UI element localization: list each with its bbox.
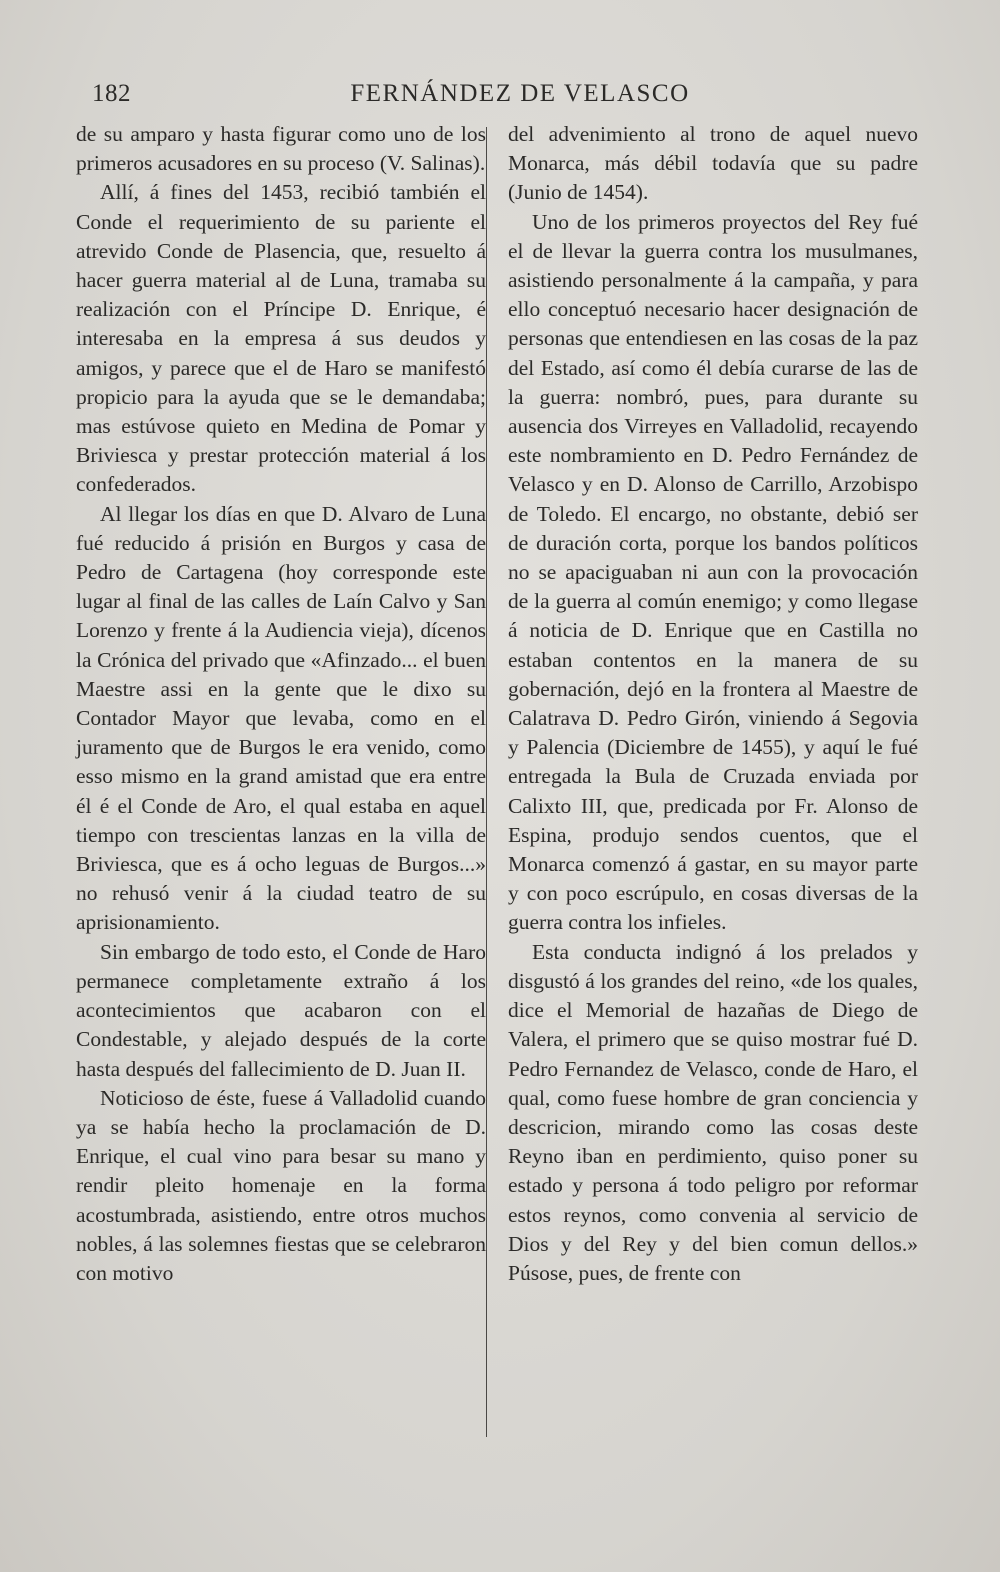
paragraph: Al llegar los días en que D. Alvaro de Luna fué reducido á prisión en Burgos y casa de Pedro de Cartagena (hoy corresponde este lugar al final de las calles de Laín Calvo y San Lorenzo y frente á la Audiencia vieja), dícenos la Crónica del privado que «Afinzado... el buen Maestre assi en la gente que le dixo su Contador Mayor que levaba, como en el juramento que de Burgos le era venido, como esso mismo en la grand amistad que era entre él é el Conde de Aro, el qual estaba en aquel tiempo con trescientas lanzas en la villa de Briviesca, que es á ocho leguas de Burgos...» no rehusó venir á la ciudad teatro de su aprisionamiento. (76, 501, 486, 935)
left-column (76, 120, 486, 1288)
column-divider (486, 127, 487, 1437)
paragraph: Uno de los primeros proyectos del Rey fué el de llevar la guerra contra los musulmanes, asistiendo personalmente á la campaña, y para ello conceptuó necesario hacer designación de personas que entendiesen en las cosas de la paz del Estado, así como él debía curarse de las de la guerra: nombró, pues, para durante su ausencia dos Virreyes en Valladolid, recayendo este nombramiento en D. Pedro Fernández de Velasco y en D. Alonso de Carrillo, Arzobispo de Toledo. El encargo, no obstante, debió ser de duración corta, porque los bandos políticos no se apaciguaban ni aun con la provocación de la guerra al común enemigo; y como llegase á noticia de D. Enrique que en Castilla no estaban contentos en la manera de su gobernación, dejó en la frontera al Maestre de Calatrava D. Pedro Girón, viniendo á Segovia y Palencia (Diciembre de 1455), y aquí le fué entregada la Bula de Cruzada enviada por Calixto III, que, predicada por Fr. Alonso de Espina, produjo sendos cuentos, que el Monarca comenzó á gastar, en su mayor parte y con poco escrúpulo, en cosas diversas de la guerra contra los infieles. (508, 209, 918, 935)
paragraph: Esta conducta indignó á los prelados y disgustó á los grandes del reino, «de los quales, dice el Memorial de hazañas de Diego de Valera, el primero que se quiso mostrar fué D. Pedro Fernandez de Velasco, conde de Haro, el qual, como fuese hombre de gran conciencia y descricion, mirando como las cosas deste Reyno iban en perdimiento, quiso poner su estado y persona á todo peligro por reformar estos reynos, como convenia al servicio de Dios y del Rey y del bien comun dellos.» Púsose, pues, de frente con (508, 939, 918, 1285)
paragraph: Sin embargo de todo esto, el Conde de Haro permanece completamente extraño á los acontecimientos que acabaron con el Condestable, y alejado después de la corte hasta después del fallecimiento de D. Juan II. (76, 939, 486, 1081)
paragraph: del advenimiento al trono de aquel nuevo Monarca, más débil todavía que su padre (Junio de 1454). (508, 122, 918, 205)
right-column (508, 120, 918, 1288)
running-head: FERNÁNDEZ DE VELASCO (350, 80, 690, 107)
paragraph: Noticioso de éste, fuese á Valladolid cuando ya se había hecho la proclamación de D. Enrique, el cual vino para besar su mano y rendir pleito homenaje en la forma acostumbrada, asistiendo, entre otros muchos nobles, á las solemnes fiestas que se celebraron con motivo (76, 1085, 486, 1285)
page-number: 182 (92, 80, 131, 107)
paragraph: de su amparo y hasta figurar como uno de los primeros acusadores en su proceso (V. Salinas). (76, 122, 486, 176)
paragraph: Allí, á fines del 1453, recibió también el Conde el requerimiento de su pariente el atrevido Conde de Plasencia, que, resuelto á hacer guerra material al de Luna, tramaba su realización con el Príncipe D. Enrique, é interesaba en la empresa á sus deudos y amigos, y parece que el de Haro se manifestó propicio para la ayuda que se le demandaba; mas estúvose quieto en Medina de Pomar y Briviesca y prestar protección material á los confederados. (76, 180, 486, 497)
